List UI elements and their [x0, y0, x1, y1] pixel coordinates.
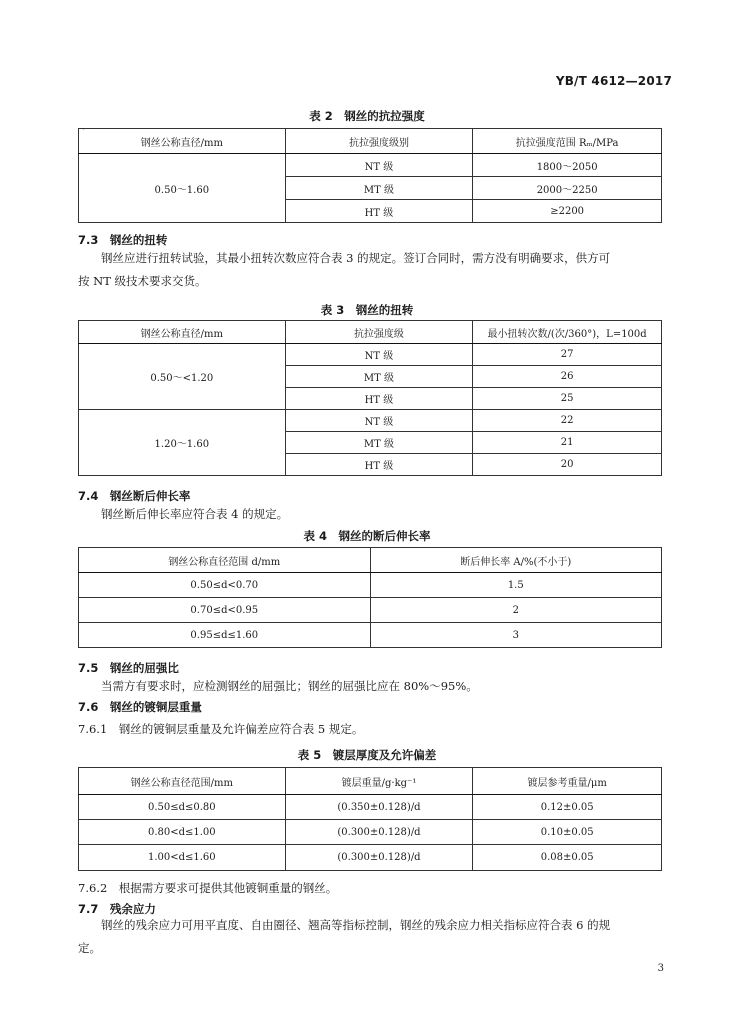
table-row [79, 623, 662, 648]
section-7-6-2: 7.6.2 根据需方要求可提供其他镀铜重量的钢丝。 [78, 881, 338, 895]
grade-cell: HT 级 [285, 388, 473, 410]
diameter-cell: 0.50～<1.20 [79, 344, 286, 410]
grade-cell: NT 级 [285, 410, 473, 432]
table-2-title: 表 2 钢丝的抗拉强度 [309, 109, 425, 123]
value-cell: 2 [370, 598, 661, 623]
table-4 [78, 547, 662, 648]
range-cell: 1800～2050 [473, 154, 662, 177]
ref-cell: 0.08±0.05 [473, 845, 662, 871]
value-cell: 22 [473, 410, 662, 432]
grade-cell: MT 级 [285, 432, 473, 454]
value-cell: 26 [473, 366, 662, 388]
section-7-4-heading: 7.4 钢丝断后伸长率 [78, 489, 191, 503]
section-7-6-1: 7.6.1 钢丝的镀铜层重量及允许偏差应符合表 5 规定。 [78, 722, 364, 736]
weight-cell: (0.350±0.128)/d [285, 795, 473, 820]
section-7-4-text [78, 503, 662, 526]
grade-cell: NT 级 [285, 344, 473, 366]
header-cell: 镀层重量/g·kg⁻¹ [285, 768, 473, 795]
paragraph-line: 钢丝的残余应力可用平直度、自由圈径、翘高等指标控制，钢丝的残余应力相关指标应符合表 6 的规 [101, 918, 611, 932]
grade-cell: HT 级 [285, 454, 473, 476]
table-5-title: 表 5 镀层厚度及允许偏差 [297, 748, 437, 762]
paragraph-line: 定。 [78, 941, 101, 955]
table-header-row [79, 321, 662, 344]
table-row [79, 573, 662, 598]
table-row [79, 410, 662, 432]
diameter-cell: 0.50～1.60 [79, 154, 286, 223]
range-cell: 2000～2250 [473, 177, 662, 200]
paragraph-line: 钢丝断后伸长率应符合表 4 的规定。 [101, 507, 289, 521]
page-number: 3 [657, 963, 664, 974]
table-row [79, 154, 662, 177]
range-cell: 0.80<d≤1.00 [79, 820, 286, 845]
table-row [79, 344, 662, 366]
table-3-title: 表 3 钢丝的扭转 [320, 303, 414, 317]
header-cell: 抗拉强度级 [285, 321, 473, 344]
table-4-title: 表 4 钢丝的断后伸长率 [303, 529, 431, 543]
value-cell: 27 [473, 344, 662, 366]
ref-cell: 0.10±0.05 [473, 820, 662, 845]
table-row [79, 795, 662, 820]
header-cell: 钢丝公称直径范围/mm [79, 768, 286, 795]
ref-cell: 0.12±0.05 [473, 795, 662, 820]
grade-cell: MT 级 [285, 366, 473, 388]
table-row [79, 845, 662, 871]
section-7-7-heading: 7.7 残余应力 [78, 902, 156, 916]
table-header-row [79, 548, 662, 573]
value-cell: 1.5 [370, 573, 661, 598]
diameter-cell: 1.20～1.60 [79, 410, 286, 476]
value-cell: 25 [473, 388, 662, 410]
range-cell: 0.70≤d<0.95 [79, 598, 371, 623]
grade-cell: NT 级 [285, 154, 473, 177]
section-7-3-text [78, 247, 662, 293]
section-7-5-heading: 7.5 钢丝的屈强比 [78, 661, 179, 675]
header-cell: 钢丝公称直径/mm [79, 321, 286, 344]
paragraph-line: 按 NT 级技术要求交货。 [78, 274, 207, 288]
grade-cell: HT 级 [285, 200, 473, 223]
scan-mark: · [82, 125, 85, 134]
section-7-3-heading: 7.3 钢丝的扭转 [78, 233, 168, 247]
range-cell: 0.50≤d≤0.80 [79, 795, 286, 820]
range-cell: 0.50≤d<0.70 [79, 573, 371, 598]
table-5 [78, 767, 662, 871]
value-cell: 20 [473, 454, 662, 476]
section-7-5-text [78, 675, 662, 698]
table-header-row [79, 768, 662, 795]
section-7-6-heading: 7.6 钢丝的镀铜层重量 [78, 700, 202, 714]
paragraph-line: 钢丝应进行扭转试验，其最小扭转次数应符合表 3 的规定。签订合同时，需方没有明确要求，供方可 [101, 251, 611, 265]
table-3 [78, 320, 662, 476]
paragraph-line: 当需方有要求时，应检测钢丝的屈强比；钢丝的屈强比应在 80%～95%。 [101, 679, 478, 693]
header-cell: 断后伸长率 A/%(不小于) [370, 548, 661, 573]
range-cell: 0.95≤d≤1.60 [79, 623, 371, 648]
table-row [79, 820, 662, 845]
range-cell: ≥2200 [473, 200, 662, 223]
value-cell: 21 [473, 432, 662, 454]
table-row [79, 598, 662, 623]
weight-cell: (0.300±0.128)/d [285, 820, 473, 845]
header-cell: 镀层参考重量/μm [473, 768, 662, 795]
table-2 [78, 128, 662, 223]
header-cell: 抗拉强度范围 Rₘ/MPa [473, 129, 662, 154]
section-7-7-text [78, 914, 662, 960]
table-header-row [79, 129, 662, 154]
range-cell: 1.00<d≤1.60 [79, 845, 286, 871]
value-cell: 3 [370, 623, 661, 648]
header-cell: 最小扭转次数/(次/360°)，L=100d [473, 321, 662, 344]
weight-cell: (0.300±0.128)/d [285, 845, 473, 871]
header-cell: 抗拉强度级别 [285, 129, 473, 154]
header-cell: 钢丝公称直径/mm [79, 129, 286, 154]
grade-cell: MT 级 [285, 177, 473, 200]
header-cell: 钢丝公称直径范围 d/mm [79, 548, 371, 573]
standard-code: YB/T 4612—2017 [555, 74, 672, 88]
